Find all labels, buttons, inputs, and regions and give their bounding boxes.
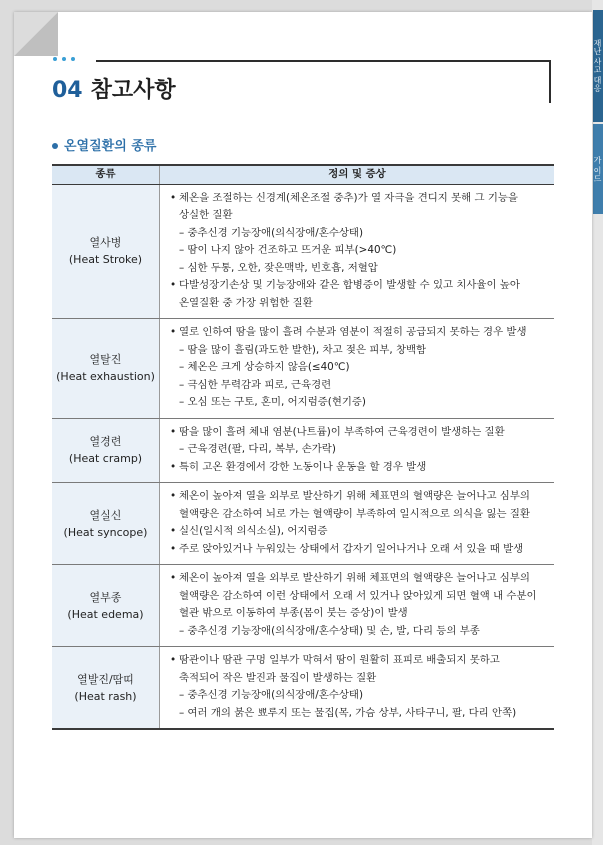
dot-icon bbox=[53, 57, 57, 61]
illness-name: 열발진/땀띠 bbox=[77, 672, 134, 686]
illness-name: 열사병 bbox=[89, 236, 122, 250]
bullet-line: • 체온을 조절하는 신경계(체온조절 중추)가 열 자극을 견디지 못해 그 기능을 bbox=[170, 190, 548, 208]
sub-item-line: – 중추신경 기능장애(의식장애/혼수상태) bbox=[179, 226, 364, 239]
column-header-definition: 정의 및 증상 bbox=[160, 165, 555, 184]
illness-name-english: (Heat Stroke) bbox=[68, 253, 143, 267]
bullet-line: • 특히 고온 환경에서 강한 노동이나 운동을 할 경우 발생 bbox=[170, 459, 548, 477]
page-title bbox=[52, 73, 176, 104]
continuation-line: 혈액량은 감소하여 이런 상태에서 오래 서 있거나 앉아있게 되면 혈액 내 수분이 bbox=[179, 589, 537, 602]
sub-item-line: – 근육경련(팔, 다리, 복부, 손가락) bbox=[179, 443, 336, 455]
bullet-line: • 다발성장기손상 및 기능장애와 같은 합병증이 발생할 수 있고 치사율이 높아 bbox=[170, 277, 548, 295]
continuation-line: 온열질환 중 가장 위험한 질환 bbox=[179, 296, 313, 309]
dot-icon bbox=[62, 57, 66, 61]
sub-item-line: – 중추신경 기능장애(의식장애/혼수상태) bbox=[179, 689, 364, 701]
continuation-line: 축적되어 작은 발진과 물집이 발생하는 질환 bbox=[179, 671, 377, 684]
sub-item-line: – 땀을 많이 흘림(과도한 발한), 차고 젖은 피부, 창백함 bbox=[179, 343, 427, 356]
header-dots bbox=[53, 57, 75, 61]
illness-name-cell bbox=[52, 647, 160, 730]
illness-name: 열부종 bbox=[89, 590, 122, 604]
sub-item-line: – 중추신경 기능장애(의식장애/혼수상태) 및 손, 발, 다리 등의 부종 bbox=[179, 624, 480, 637]
illness-name-english: (Heat edema) bbox=[67, 607, 144, 621]
illness-name-english: (Heat rash) bbox=[74, 689, 137, 703]
illness-name-english: (Heat syncope) bbox=[63, 525, 148, 539]
table-row bbox=[52, 319, 554, 419]
chapter-title: 참고사항 bbox=[90, 78, 176, 103]
table-row bbox=[52, 418, 554, 483]
illness-name: 열탈진 bbox=[89, 353, 122, 367]
heat-illness-table bbox=[52, 164, 554, 730]
side-tab-guide[interactable]: 가 이드 bbox=[593, 124, 603, 214]
chapter-number: 04 bbox=[52, 78, 83, 103]
page-corner-fold bbox=[14, 12, 58, 56]
sub-item-line: – 극심한 무력감과 피로, 근육경련 bbox=[179, 378, 332, 391]
illness-name-english: (Heat exhaustion) bbox=[56, 370, 155, 384]
definition-cell bbox=[160, 184, 555, 319]
continuation-line: 혈액량은 감소하여 뇌로 가는 혈액량이 부족하여 일시적으로 의식을 잃는 질환 bbox=[179, 507, 530, 520]
bullet-line: • 땀을 많이 흘려 체내 염분(나트륨)이 부족하여 근육경련이 발생하는 질환 bbox=[170, 424, 548, 442]
illness-name-english: (Heat cramp) bbox=[68, 452, 143, 466]
header-rule-end bbox=[549, 60, 551, 103]
bullet-line: • 땀관이나 땀관 구멍 일부가 막혀서 땀이 원활히 표피로 배출되지 못하고 bbox=[170, 652, 548, 670]
illness-name-cell bbox=[52, 418, 160, 483]
bullet-line: • 체온이 높아져 열을 외부로 발산하기 위해 체표면의 혈액량은 늘어나고 심부의 bbox=[170, 488, 548, 506]
table-row bbox=[52, 647, 554, 730]
illness-name: 열실신 bbox=[89, 508, 122, 522]
sub-item-line: – 심한 두통, 오한, 잦은맥박, 빈호흡, 저혈압 bbox=[179, 261, 378, 274]
section-title bbox=[52, 135, 156, 154]
dot-icon bbox=[71, 57, 75, 61]
illness-name-cell bbox=[52, 184, 160, 319]
side-tab-chapter[interactable]: 재난 사고 대응 bbox=[593, 10, 603, 122]
section-title-text: 온열질환의 종류 bbox=[64, 139, 157, 154]
table-row bbox=[52, 565, 554, 647]
table-row bbox=[52, 483, 554, 565]
table-header-row bbox=[52, 165, 554, 184]
bullet-line: • 체온이 높아져 열을 외부로 발산하기 위해 체표면의 혈액량은 늘어나고 심부의 bbox=[170, 570, 548, 588]
definition-cell bbox=[160, 319, 555, 419]
column-header-type: 종류 bbox=[52, 165, 160, 184]
definition-cell bbox=[160, 565, 555, 647]
bullet-icon bbox=[52, 143, 58, 149]
bullet-line: • 실신(일시적 의식소실), 어지럼증 bbox=[170, 523, 548, 541]
bullet-line: • 열로 인하여 땀을 많이 흘려 수분과 염분이 적절히 공급되지 못하는 경우 발생 bbox=[170, 324, 548, 342]
illness-name-cell bbox=[52, 319, 160, 419]
sub-item-line: – 체온은 크게 상승하지 않음(≤40℃) bbox=[179, 361, 350, 373]
continuation-line: 상실한 질환 bbox=[179, 209, 233, 221]
continuation-line: 혈관 밖으로 이동하여 부종(몸이 붓는 증상)이 발생 bbox=[179, 607, 408, 619]
definition-cell bbox=[160, 483, 555, 565]
definition-cell bbox=[160, 647, 555, 730]
definition-cell bbox=[160, 418, 555, 483]
header-rule bbox=[96, 60, 551, 62]
bullet-line: • 주로 앉아있거나 누워있는 상태에서 갑자기 일어나거나 오래 서 있을 때 발생 bbox=[170, 541, 548, 559]
table-row bbox=[52, 184, 554, 319]
illness-name: 열경련 bbox=[89, 435, 122, 449]
sub-item-line: – 여러 개의 붉은 뾰루지 또는 물집(목, 가슴 상부, 사타구니, 팔, 다리 안쪽) bbox=[179, 706, 517, 719]
sub-item-line: – 오심 또는 구토, 혼미, 어지럼증(현기증) bbox=[179, 396, 366, 408]
illness-name-cell bbox=[52, 483, 160, 565]
illness-name-cell bbox=[52, 565, 160, 647]
sub-item-line: – 땀이 나지 않아 건조하고 뜨거운 피부(>40℃) bbox=[179, 244, 397, 256]
